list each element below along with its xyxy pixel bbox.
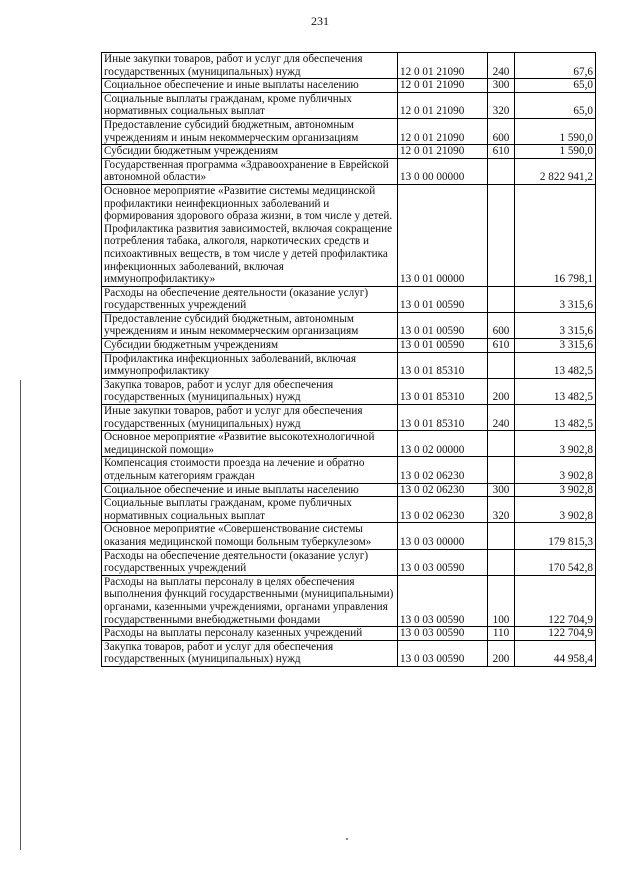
table-row	[102, 523, 596, 549]
table-row	[102, 286, 596, 312]
table-row	[102, 118, 596, 144]
row-name-cell: Иные закупки товаров, работ и услуг для обеспечения государственных (муниципальных) нужд	[102, 405, 398, 431]
row-name-cell: Закупка товаров, работ и услуг для обеспечения государственных (муниципальных) нужд	[102, 378, 398, 404]
row-name-cell: Основное мероприятие «Развитие системы медицинской профилактики неинфекционных заболеваний и формирования здорового образа жизни, в том числе у детей. Профилактика развития зависимостей, включая сокращение потребления табака, алкоголя, наркотических средств и психоактивных веществ, в том числе у детей профилактика инфекционных заболеваний, включая иммунопрофилактику»	[102, 184, 398, 286]
row-amount-cell: 2 822 941,2	[515, 158, 596, 184]
table-row	[102, 483, 596, 497]
row-name-cell: Компенсация стоимости проезда на лечение и обратно отдельным категориям граждан	[102, 457, 398, 483]
row-amount-cell: 3 315,6	[515, 286, 596, 312]
row-amount-cell: 3 902,8	[515, 457, 596, 483]
row-code-cell: 13 0 01 85310	[398, 352, 488, 378]
table-row	[102, 575, 596, 626]
row-code-cell: 13 0 02 06230	[398, 497, 488, 523]
row-name-cell: Иные закупки товаров, работ и услуг для обеспечения государственных (муниципальных) нужд	[102, 53, 398, 79]
row-expense-type-cell: 610	[488, 145, 515, 159]
row-expense-type-cell: 300	[488, 483, 515, 497]
row-expense-type-cell: 300	[488, 79, 515, 93]
row-name-cell: Расходы на обеспечение деятельности (оказание услуг) государственных учреждений	[102, 549, 398, 575]
row-amount-cell: 1 590,0	[515, 118, 596, 144]
row-expense-type-cell: 610	[488, 339, 515, 353]
row-code-cell: 13 0 01 85310	[398, 405, 488, 431]
row-code-cell: 13 0 01 00590	[398, 312, 488, 338]
table-row	[102, 352, 596, 378]
row-code-cell: 13 0 03 00590	[398, 575, 488, 626]
row-code-cell: 12 0 01 21090	[398, 92, 488, 118]
row-expense-type-cell: 240	[488, 405, 515, 431]
table-row	[102, 457, 596, 483]
row-name-cell: Расходы на обеспечение деятельности (оказание услуг) государственных учреждений	[102, 286, 398, 312]
row-code-cell: 12 0 01 21090	[398, 53, 488, 79]
row-amount-cell: 3 902,8	[515, 483, 596, 497]
table-row	[102, 145, 596, 159]
row-name-cell: Предоставление субсидий бюджетным, автономным учреждениям и иным некоммерческим организациям	[102, 312, 398, 338]
row-expense-type-cell: 200	[488, 640, 515, 666]
row-amount-cell: 13 482,5	[515, 405, 596, 431]
table-row	[102, 627, 596, 641]
row-expense-type-cell: 320	[488, 92, 515, 118]
row-code-cell: 13 0 03 00590	[398, 549, 488, 575]
row-amount-cell: 3 315,6	[515, 339, 596, 353]
table-row	[102, 339, 596, 353]
table-row	[102, 53, 596, 79]
row-name-cell: Социальные выплаты гражданам, кроме публичных нормативных социальных выплат	[102, 497, 398, 523]
row-expense-type-cell	[488, 549, 515, 575]
row-expense-type-cell	[488, 352, 515, 378]
row-expense-type-cell: 600	[488, 312, 515, 338]
row-amount-cell: 65,0	[515, 79, 596, 93]
row-code-cell: 13 0 01 00000	[398, 184, 488, 286]
row-code-cell: 13 0 02 00000	[398, 431, 488, 457]
row-code-cell: 12 0 01 21090	[398, 79, 488, 93]
table-row	[102, 79, 596, 93]
row-name-cell: Основное мероприятие «Совершенствование системы оказания медицинской помощи больным туберкулезом»	[102, 523, 398, 549]
row-code-cell: 13 0 01 00590	[398, 339, 488, 353]
row-name-cell: Основное мероприятие «Развитие высокотехнологичной медицинской помощи»	[102, 431, 398, 457]
row-amount-cell: 170 542,8	[515, 549, 596, 575]
row-expense-type-cell: 100	[488, 575, 515, 626]
table-row	[102, 497, 596, 523]
table-row	[102, 640, 596, 666]
row-amount-cell: 179 815,3	[515, 523, 596, 549]
row-amount-cell: 16 798,1	[515, 184, 596, 286]
row-name-cell: Субсидии бюджетным учреждениям	[102, 145, 398, 159]
row-expense-type-cell: 110	[488, 627, 515, 641]
row-expense-type-cell: 200	[488, 378, 515, 404]
row-expense-type-cell: 600	[488, 118, 515, 144]
row-expense-type-cell	[488, 286, 515, 312]
row-amount-cell: 3 902,8	[515, 497, 596, 523]
row-amount-cell: 122 704,9	[515, 575, 596, 626]
row-name-cell: Субсидии бюджетным учреждениям	[102, 339, 398, 353]
row-amount-cell: 67,6	[515, 53, 596, 79]
row-name-cell: Социальные выплаты гражданам, кроме публичных нормативных социальных выплат	[102, 92, 398, 118]
table-row	[102, 312, 596, 338]
scan-margin-line	[20, 380, 21, 850]
row-amount-cell: 3 315,6	[515, 312, 596, 338]
row-code-cell: 13 0 03 00590	[398, 640, 488, 666]
row-amount-cell: 44 958,4	[515, 640, 596, 666]
row-code-cell: 13 0 03 00000	[398, 523, 488, 549]
row-amount-cell: 3 902,8	[515, 431, 596, 457]
row-name-cell: Закупка товаров, работ и услуг для обеспечения государственных (муниципальных) нужд	[102, 640, 398, 666]
row-name-cell: Социальное обеспечение и иные выплаты населению	[102, 483, 398, 497]
table-row	[102, 405, 596, 431]
row-name-cell: Социальное обеспечение и иные выплаты населению	[102, 79, 398, 93]
row-code-cell: 13 0 00 00000	[398, 158, 488, 184]
row-name-cell: Расходы на выплаты персоналу казенных учреждений	[102, 627, 398, 641]
row-code-cell: 13 0 01 85310	[398, 378, 488, 404]
row-code-cell: 12 0 01 21090	[398, 118, 488, 144]
row-name-cell: Государственная программа «Здравоохранение в Еврейской автономной области»	[102, 158, 398, 184]
table-row	[102, 431, 596, 457]
row-code-cell: 13 0 02 06230	[398, 457, 488, 483]
row-expense-type-cell	[488, 523, 515, 549]
row-expense-type-cell	[488, 431, 515, 457]
page-number: 231	[311, 14, 329, 28]
table-row	[102, 158, 596, 184]
row-code-cell: 12 0 01 21090	[398, 145, 488, 159]
row-amount-cell: 65,0	[515, 92, 596, 118]
row-expense-type-cell: 240	[488, 53, 515, 79]
row-name-cell: Предоставление субсидий бюджетным, автономным учреждениям и иным некоммерческим организациям	[102, 118, 398, 144]
row-amount-cell: 1 590,0	[515, 145, 596, 159]
table-row	[102, 92, 596, 118]
row-expense-type-cell	[488, 184, 515, 286]
row-amount-cell: 122 704,9	[515, 627, 596, 641]
budget-table-body	[102, 53, 596, 667]
row-name-cell: Расходы на выплаты персоналу в целях обеспечения выполнения функций государственными (муниципальными) органами, казенными учреждениями, органами управления государственными внебюджетными фондами	[102, 575, 398, 626]
row-name-cell: Профилактика инфекционных заболеваний, включая иммунопрофилактику	[102, 352, 398, 378]
row-expense-type-cell	[488, 457, 515, 483]
row-code-cell: 13 0 03 00590	[398, 627, 488, 641]
budget-table	[101, 52, 596, 667]
row-code-cell: 13 0 01 00590	[398, 286, 488, 312]
row-code-cell: 13 0 02 06230	[398, 483, 488, 497]
table-row	[102, 378, 596, 404]
table-row	[102, 184, 596, 286]
row-expense-type-cell	[488, 158, 515, 184]
row-expense-type-cell: 320	[488, 497, 515, 523]
row-amount-cell: 13 482,5	[515, 352, 596, 378]
scan-speck	[346, 838, 348, 840]
table-row	[102, 549, 596, 575]
row-amount-cell: 13 482,5	[515, 378, 596, 404]
